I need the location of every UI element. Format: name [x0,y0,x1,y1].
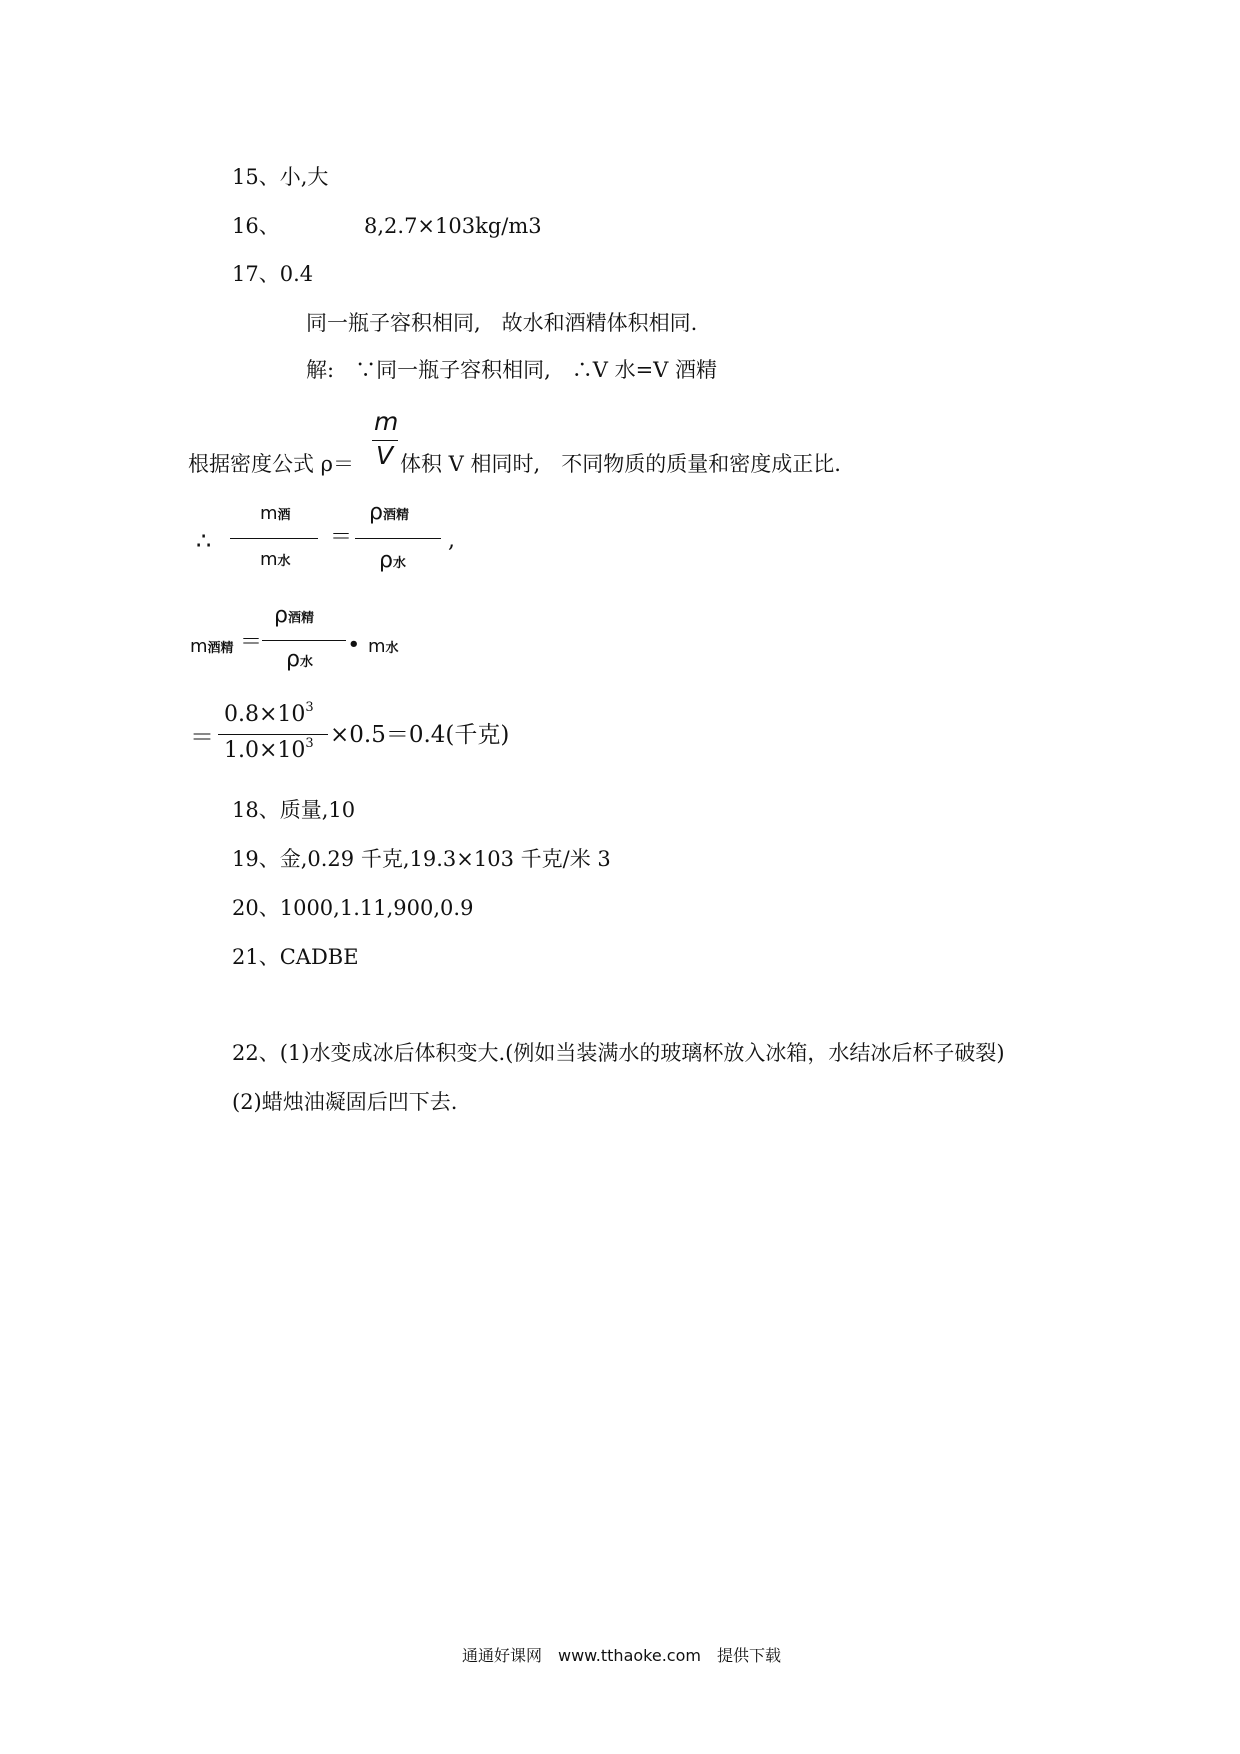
answer-15: 15、小,大 [232,165,329,189]
density-proportion-text: 体积 V 相同时, 不同物质的质量和密度成正比. [400,452,841,476]
mass-ratio-bar [230,538,318,539]
numeric-bar [218,734,328,735]
comma: , [448,528,455,553]
equals-sign: ＝ [330,525,353,550]
answer-16: 8,2.7×103kg/m3 [364,214,542,238]
therefore-symbol: ∴ [196,527,212,555]
answer-18: 18、质量,10 [232,798,356,822]
fraction-numerator: m [374,407,399,436]
page-footer: 通通好课网 www.tthaoke.com 提供下载 [462,1646,781,1665]
rho-shui-2: ρ水 [286,647,313,672]
numeric-result: ×0.5＝0.4(千克) [330,722,510,748]
rho-jiujing-2: ρ酒精 [274,603,314,628]
answer-16-number: 16、 [232,214,280,238]
mass-shui: m水 [260,549,291,570]
answer-17: 17、0.4 [232,262,314,286]
numeric-numerator: $0.8\times 10^3$ [224,700,314,727]
multiply-dot: • [348,634,360,655]
answer-19: 19、金,0.29 千克,19.3×103 千克/米 3 [232,847,611,871]
answer-17-reason: 同一瓶子容积相同, 故水和酒精体积相同. [306,311,698,335]
fraction-denominator: V [376,441,394,470]
answer-20: 20、1000,1.11,900,0.9 [232,896,474,920]
equals-sign-2: ＝ [240,630,263,655]
mass-jiu: m酒 [260,503,291,524]
density-ratio-bar [355,538,441,539]
answer-17-solution: 解: ∵同一瓶子容积相同, ∴V 水=V 酒精 [306,358,718,382]
mass-jiujing: m酒精 [190,636,234,657]
rho-shui: ρ水 [379,548,406,573]
answer-22-part1: 22、(1)水变成冰后体积变大.(例如当装满水的玻璃杯放入冰箱，水结冰后杯子破裂) [232,1041,1005,1065]
numeric-denominator: $1.0\times 10^3$ [224,736,314,763]
answer-21: 21、CADBE [232,945,359,969]
answer-22-part2: (2)蜡烛油凝固后凹下去. [232,1090,458,1114]
density-formula-text: 根据密度公式 ρ＝ [188,452,355,476]
rho-jiujing: ρ酒精 [369,500,409,525]
mass-shui-2: m水 [368,636,399,657]
equals-sign-3: ＝ [190,723,214,751]
density-ratio-bar-2 [262,640,346,641]
